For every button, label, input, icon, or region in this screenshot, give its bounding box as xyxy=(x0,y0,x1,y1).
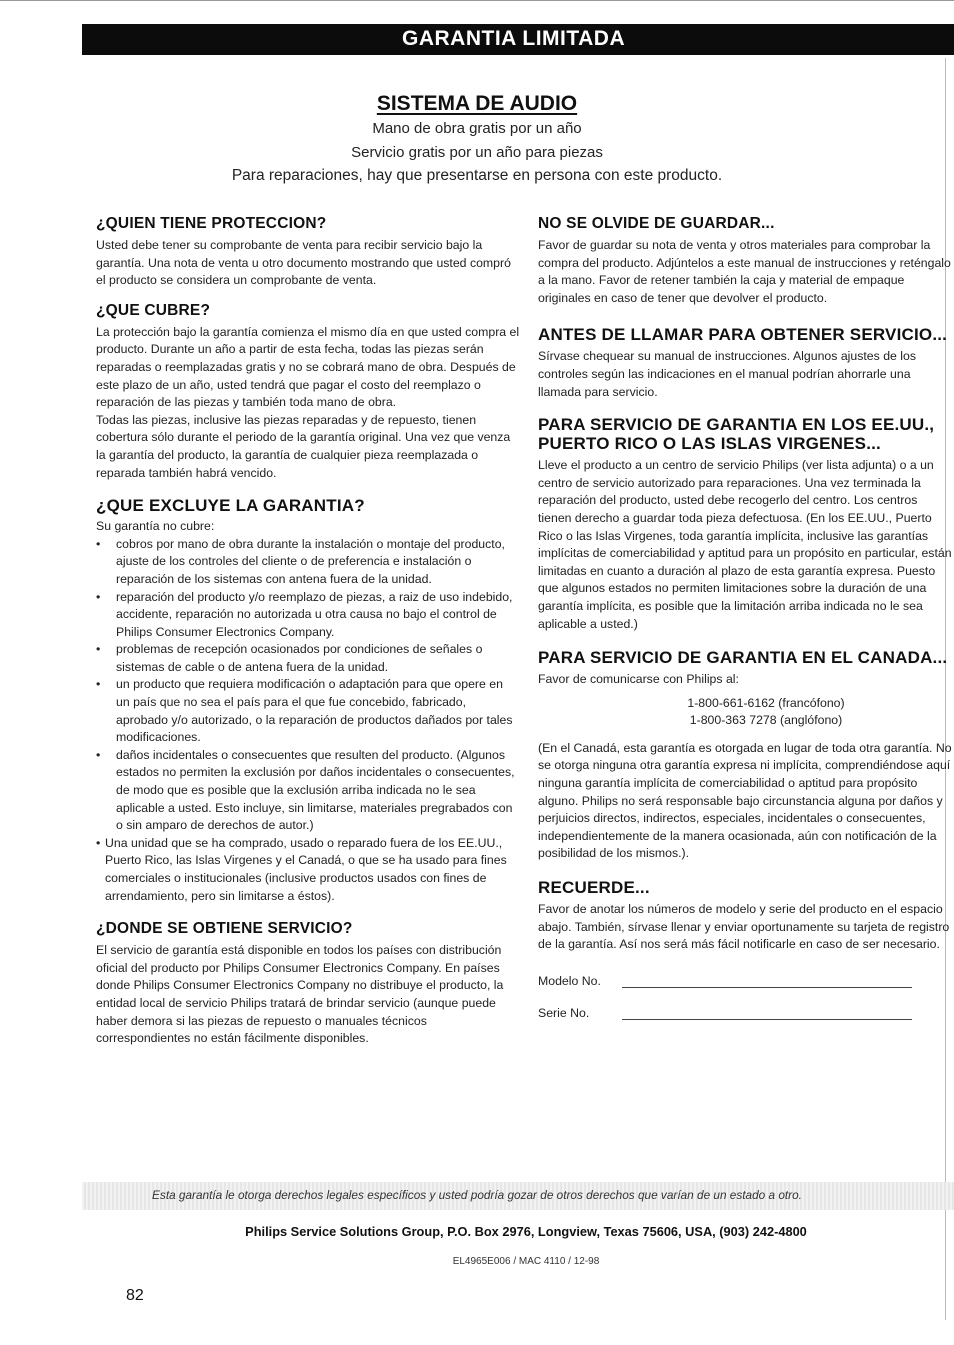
text-donde: El servicio de garantía está disponible en todos los países con distribución oficial del producto por Philips Consumer Electronics Company. En países donde Philips Consumer Electronics Company no distribuye el producto, la entidad local de servicio Philips tratará de brindar servicio (aunque puede haber demora si las piezas de repuesto o manuales técnicos correspondientes no están fácilmente disponibles. xyxy=(96,943,504,1046)
footer-rights-note: Esta garantía le otorga derechos legales específicos y usted podría gozar de otros derechos que varían de un estado a otro. xyxy=(152,1188,802,1202)
list-item: • daños incidentales o consecuentes que resulten del producto. (Algunos estados no permiten la exclusión por daños incidentales o consecuentes, de modo que es posible que la exclusión arriba indicada no le sea aplicable a usted. Esto incluye, sin limitarse, materiales pregrabados con o sin amparo de derechos de autor.) xyxy=(96,747,520,835)
serial-number-row xyxy=(538,1006,954,1020)
heading-eeuu: PARA SERVICIO DE GARANTIA EN LOS EE.UU., PUERTO RICO O LAS ISLAS VIRGENES... xyxy=(538,415,935,454)
text-guardar: Favor de guardar su nota de venta y otros materiales para comprobar la compra del producto. Adjúntelos a este manual de instrucciones y reténgalo a la mano. Favor de retener también la caja y material de empaque originales en caso de tener que devolver el producto. xyxy=(538,238,951,305)
phone-french: 1-800-661-6162 (francófono) xyxy=(687,695,845,710)
model-number-row xyxy=(538,974,954,988)
text-quien: Usted debe tener su comprobante de venta para recibir servicio bajo la garantía. Una nota de venta u otro documento mostrando que usted compró el producto se considera un comprobante de venta. xyxy=(96,238,511,288)
text-antes: Sírvase chequear su manual de instrucciones. Algunos ajustes de los controles según las indicaciones en el manual podrían ahorrarle una llamada para servicio. xyxy=(538,349,917,399)
heading-cubre: ¿QUE CUBRE? xyxy=(96,301,211,319)
text-canada: (En el Canadá, esta garantía es otorgada en lugar de toda otra garantía. No se otorga ninguna otra garantía expresa ni implícita, comprendiéndose aquí ninguna garantía implícita de comerciabilidad o aptitud para propósito alguno. Philips no será responsable bajo circunstancia alguna por daños y perjuicios directos, indirectos, especiales, incidentales o consecuentes, independientemente de la manera ocasionada, aún con notificación de la posibilidad de los mismos.). xyxy=(538,740,952,861)
left-column xyxy=(96,214,520,1048)
text-cubre-1: La protección bajo la garantía comienza el mismo día en que usted compra el producto. Durante un año a partir de esta fecha, todas las piezas serán reparadas o reemplazadas gratis y no se cobrará mano de obra. Después de este plazo de un año, usted tendrá que pagar el costo del reemplazo o reparación de las piezas y también toda mano de obra. xyxy=(96,324,520,410)
banner-title: GARANTIA LIMITADA xyxy=(402,27,626,50)
subtitle-repairs: Para reparaciones, hay que presentarse en persona con este producto. xyxy=(231,167,723,184)
heading-recuerde: RECUERDE... xyxy=(538,878,650,898)
phone-english: 1-800-363 7278 (anglófono) xyxy=(689,713,843,728)
serial-number-label: Serie No. xyxy=(538,1005,590,1020)
exclusions-list xyxy=(96,536,520,905)
footer-address: Philips Service Solutions Group, P.O. Box 2976, Longview, Texas 75606, USA, (903) 242-4800 xyxy=(245,1224,807,1239)
subtitle-labor: Mano de obra gratis por un año xyxy=(372,120,582,137)
heading-canada: PARA SERVICIO DE GARANTIA EN EL CANADA... xyxy=(538,648,948,668)
list-item: • cobros por mano de obra durante la instalación o montaje del producto, ajuste de los controles del cliente o de preferencia e instalación o reparación de los sistemas con antena fuera de la unidad. xyxy=(96,536,520,589)
banner xyxy=(82,24,954,55)
heading-antes: ANTES DE LLAMAR PARA OBTENER SERVICIO... xyxy=(538,325,948,345)
list-item: • un producto que requiera modificación o adaptación para que opere en un país que no sea el país para el que fue concebido, fabricado, aprobado y/o autorizado, o la reparación de productos dañados por tales modificaciones. xyxy=(96,676,520,746)
page-title-text: SISTEMA DE AUDIO xyxy=(376,92,578,115)
list-item: • reparación del producto y/o reemplazo de piezas, a raiz de uso indebido, accidente, reparación no autorizada u otra causa no bajo el control de Philips Consumer Electronics Company. xyxy=(96,589,520,642)
heading-excluye: ¿QUE EXCLUYE LA GARANTIA? xyxy=(96,496,365,516)
text-cubre-2: Todas las piezas, inclusive las piezas reparadas y de repuesto, tienen cobertura sólo durante el periodo de la garantía original. Una vez que venza la garantía del producto, la garantía de cualquier pieza reemplazada o reparada también habrá vencido. xyxy=(96,412,511,480)
list-item: • Una unidad que se ha comprado, usado o reparado fuera de los EE.UU., Puerto Rico, las Islas Virgenes y el Canadá, o que se ha usado para fines comerciales o institucionales (inclusive productos usados con fines de arrendamiento, pero sin limitarse a éstos). xyxy=(96,835,520,905)
page-number: 82 xyxy=(126,1287,144,1304)
text-canada-intro: Favor de comunicarse con Philips al: xyxy=(538,672,739,687)
footer-document-code: EL4965E006 / MAC 4110 / 12-98 xyxy=(452,1256,600,1267)
text-excluye-intro: Su garantía no cubre: xyxy=(96,519,215,534)
heading-guardar: NO SE OLVIDE DE GUARDAR... xyxy=(538,215,775,232)
list-item: • problemas de recepción ocasionados por condiciones de señales o sistemas de cable o de antena fuera de la unidad. xyxy=(96,641,520,676)
subtitle-parts: Servicio gratis por un año para piezas xyxy=(351,144,603,161)
heading-donde: ¿DONDE SE OBTIENE SERVICIO? xyxy=(96,920,353,938)
right-column xyxy=(538,214,954,1020)
text-eeuu: Lleve el producto a un centro de servicio Philips (ver lista adjunta) o a un centro de servicio autorizado para reparaciones. Una vez terminada la reparación del producto, usted debe recogerlo del centro. Los centros tienen derecho a guardar toda pieza defectuosa. (En los EE.UU., Puerto Rico o las Islas Virgenes, toda garantía implícita, inclusive las garantías implícitas de comerciabilidad y aptitud para un propósito en particular, están limitadas en cuanto a duración al plazo de esta garantía expresa. Puesto que algunos estados no permiten limitaciones sobre la duración de una garantía implícita, es posible que la limitación arriba indicada no le sea aplicable a usted.) xyxy=(538,458,952,631)
heading-quien: ¿QUIEN TIENE PROTECCION? xyxy=(96,215,327,232)
top-rule xyxy=(0,0,954,1)
model-number-line xyxy=(622,974,912,988)
serial-number-line xyxy=(622,1006,912,1020)
page-title xyxy=(0,92,954,116)
model-number-label: Modelo No. xyxy=(538,973,601,988)
text-recuerde: Favor de anotar los números de modelo y serie del producto en el espacio abajo. También, sírvase llenar y enviar oportunamente su tarjeta de registro de la garantía. Así nos será más fácil notificarle en caso de ser necesario. xyxy=(538,902,950,952)
